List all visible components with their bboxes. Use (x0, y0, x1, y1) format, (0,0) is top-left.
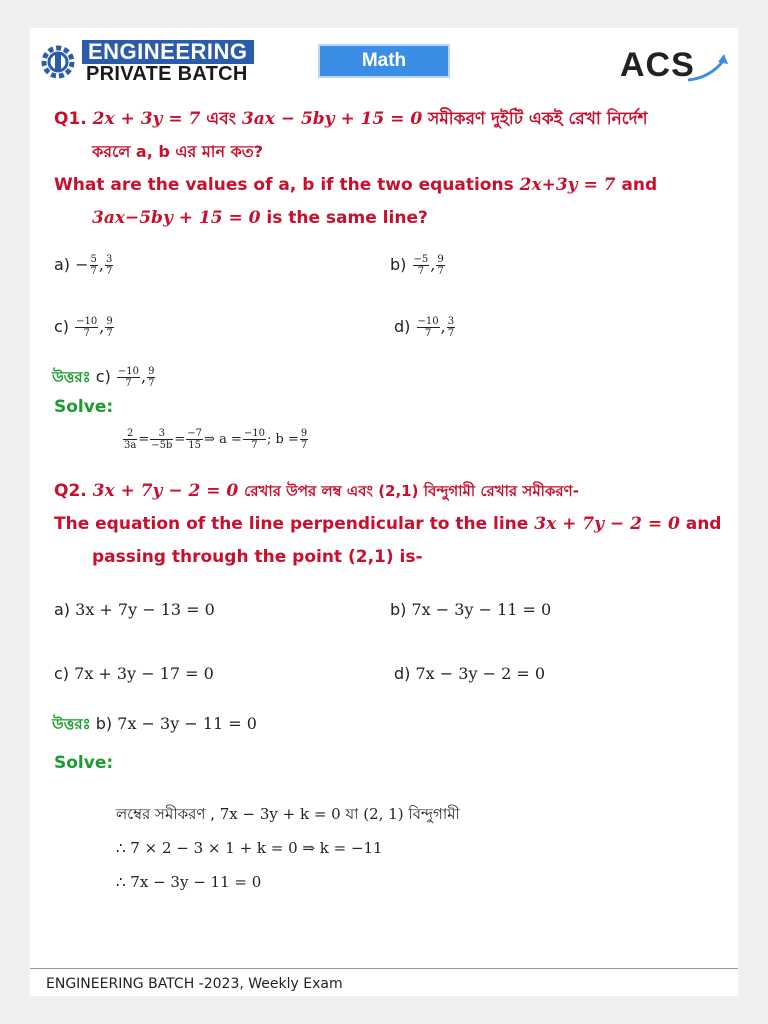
q1-option-b[interactable]: b) $\frac{-5}{7}$ , $\frac{9}{7}$ (390, 254, 444, 277)
q2-option-d[interactable] (394, 664, 545, 684)
q1-answer-frac2: $\frac{9}{7}$ (148, 366, 155, 389)
q1-solution: $\frac{2}{3a}$ = $\frac{3}{-5b}$ = $\frac{-7}{15}$ ⇒ a = $\frac{-10}{7}$ ; b = $\frac{9}{7}$ (124, 428, 308, 451)
q1-option-c-frac2: $\frac{9}{7}$ (106, 316, 113, 339)
q1-bangla-line1 (54, 108, 648, 130)
q1-bn-text: সমীকরণ দুইটি একই রেখা নির্দেশ (428, 109, 648, 129)
q2-en-text1: The equation of the line perpendicular to the line (54, 514, 529, 534)
q1-option-c-frac1: $\frac{-10}{7}$ (76, 316, 98, 339)
logo-title: ENGINEERING (82, 40, 254, 64)
q2-option-a-label: a) (54, 600, 71, 619)
q1-option-b-label: b) (390, 255, 407, 274)
logo-subtitle: PRIVATE BATCH (86, 63, 248, 85)
subject-badge: Math (318, 44, 450, 78)
q1-option-d-frac2: $\frac{3}{7}$ (447, 316, 455, 339)
q2-solution-line2: ∴ 7 × 2 − 3 × 1 + k = 0 ⇒ k = −11 (116, 839, 383, 857)
footer-divider (30, 968, 738, 969)
q2-option-a[interactable] (54, 600, 215, 620)
q2-answer (52, 714, 257, 734)
q1-option-a-frac1: $\frac{5}{7}$ (90, 254, 97, 277)
q2-sol1-bn3: বিন্দুগামী (408, 805, 460, 823)
q1-bn-eq2: 3ax − 5by + 15 = 0 (241, 109, 423, 129)
q1-number: Q1. (54, 109, 87, 129)
q1-option-a[interactable]: a) − $\frac{5}{7}$ , $\frac{3}{7}$ (54, 254, 113, 277)
q1-answer: উত্তরঃ c) $\frac{-10}{7}$ , $\frac{9}{7}$ (52, 366, 155, 389)
q2-option-c-eq: 7x + 3y − 17 = 0 (74, 664, 214, 683)
q2-number: Q2. (54, 481, 87, 501)
q1-option-b-frac1: $\frac{-5}{7}$ (413, 254, 429, 277)
q2-option-b[interactable] (390, 600, 551, 620)
footer-text: ENGINEERING BATCH -2023, Weekly Exam (46, 976, 343, 992)
q1-answer-label: উত্তরঃ (52, 368, 91, 386)
q2-option-d-eq: 7x − 3y − 2 = 0 (415, 664, 546, 683)
q1-answer-option: c) (95, 367, 111, 386)
q2-option-a-eq: 3x + 7y − 13 = 0 (75, 600, 215, 619)
q2-answer-eq: 7x − 3y − 11 = 0 (117, 714, 257, 733)
q1-solve-label: Solve: (54, 397, 114, 417)
q1-answer-frac1: $\frac{-10}{7}$ (117, 366, 140, 389)
q1-english-line2 (92, 207, 428, 229)
q2-solution-line1 (116, 803, 460, 825)
acs-logo-text: ACS (620, 46, 695, 84)
gear-logo-icon (38, 42, 78, 82)
q2-option-c-label: c) (54, 664, 70, 683)
q1-option-d-frac1: $\frac{-10}{7}$ (417, 316, 439, 339)
q1-en-eq2: 3ax−5by + 15 = 0 (92, 208, 261, 228)
q1-bangla-line2: করলে a, b এর মান কত? (92, 142, 264, 161)
q2-option-c[interactable] (54, 664, 214, 684)
q1-english-line1 (54, 174, 657, 196)
q1-bn-mid: এবং (206, 109, 236, 129)
q1-option-d[interactable]: d) $\frac{-10}{7}$ , $\frac{3}{7}$ (394, 316, 455, 339)
q1-en-and: and (621, 175, 658, 195)
q2-english-line2: passing through the point (2,1) is- (92, 547, 423, 567)
q2-answer-label: উত্তরঃ (52, 715, 91, 733)
q1-option-a-sign: − (75, 255, 89, 274)
q1-option-c[interactable]: c) $\frac{-10}{7}$ , $\frac{9}{7}$ (54, 316, 113, 339)
q2-bn-text: রেখার উপর লম্ব এবং (2,1) বিন্দুগামী রেখার সমীকরণ- (244, 482, 579, 500)
q2-bn-eq: 3x + 7y − 2 = 0 (92, 481, 239, 501)
q2-answer-option: b) (95, 714, 113, 733)
q1-en-tail: is the same line? (266, 208, 428, 228)
q1-bn-eq1: 2x + 3y = 7 (92, 109, 201, 129)
q2-option-d-label: d) (394, 664, 411, 683)
q1-en-text: What are the values of a, b if the two equations (54, 175, 514, 195)
q2-sol1-bn: লম্বের সমীকরণ , (116, 805, 215, 823)
q2-sol1-bn2: যা (345, 805, 359, 823)
q2-en-eq: 3x + 7y − 2 = 0 (534, 514, 680, 534)
q2-solution-line3: ∴ 7x − 3y − 11 = 0 (116, 873, 262, 891)
q1-option-d-label: d) (394, 317, 411, 336)
q2-option-b-eq: 7x − 3y − 11 = 0 (411, 600, 552, 619)
engineering-logo (38, 39, 258, 85)
q2-option-b-label: b) (390, 600, 407, 619)
q2-sol1-point: (2, 1) (363, 805, 404, 823)
q1-option-b-frac2: $\frac{9}{7}$ (437, 254, 444, 277)
q2-solve-label: Solve: (54, 753, 114, 773)
q2-en-and: and (685, 514, 722, 534)
q2-sol1-eq: 7x − 3y + k = 0 (219, 805, 341, 823)
q1-option-a-frac2: $\frac{3}{7}$ (106, 254, 113, 277)
q1-option-c-label: c) (54, 317, 70, 336)
exam-page (30, 28, 738, 996)
q1-en-eq1: 2x+3y = 7 (519, 175, 616, 195)
acs-logo (620, 42, 730, 86)
q1-option-a-label: a) (54, 255, 71, 274)
q2-english-line1 (54, 513, 721, 535)
q2-bangla-line (54, 480, 579, 502)
